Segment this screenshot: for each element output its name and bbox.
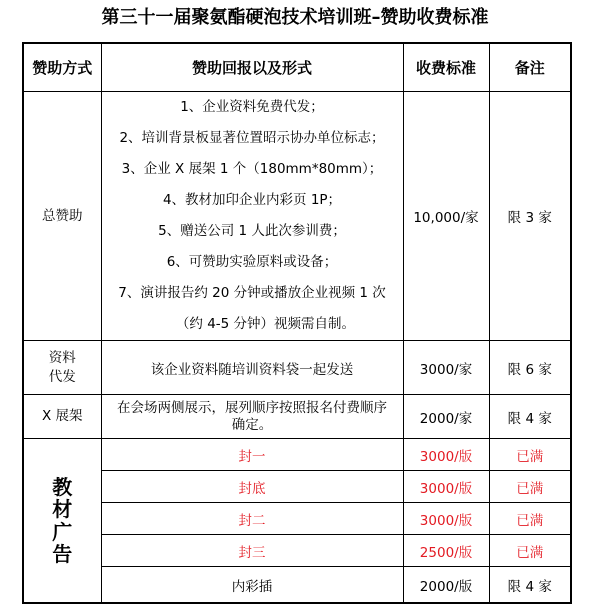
header-fee: 收费标准 [403, 43, 489, 92]
total-sponsor-fee: 10,000/家 [403, 92, 489, 341]
banner-benefit [101, 395, 403, 439]
ad-fee: 2000/版 [403, 567, 489, 604]
total-sponsor-type-label: 总赞助 [42, 207, 83, 224]
ad-position: 封三 [101, 535, 403, 567]
ad-position: 内彩插 [101, 567, 403, 604]
banner-fee: 2000/家 [403, 395, 489, 439]
benefit-item: 6、可赞助实验原料或设备； [166, 254, 338, 270]
total-sponsor-benefits [101, 92, 403, 341]
banner-type-label: X 展架 [41, 408, 83, 424]
ad-note: 已满 [489, 503, 571, 535]
materials-benefit: 该企业资料随培训资料袋一起发送 [101, 341, 403, 395]
header-note: 备注 [489, 43, 571, 92]
benefit-item: 2、培训背景板显著位置昭示协办单位标志； [119, 130, 385, 146]
banner-benefit-line: 确定。 [231, 416, 273, 433]
benefit-item: 7、演讲报告约 20 分钟或播放企业视频 1 次 [118, 285, 386, 301]
ad-position: 封一 [101, 439, 403, 471]
materials-type-line: 代发 [48, 368, 76, 385]
textbook-ads-type-char: 告 [52, 542, 73, 566]
ad-position: 封二 [101, 503, 403, 535]
table-header-row [23, 43, 571, 92]
benefit-item: 4、教材加印企业内彩页 1P； [162, 192, 342, 208]
materials-type-line: 资料 [48, 349, 76, 366]
textbook-ads-type [23, 439, 101, 604]
table-row-materials [23, 341, 571, 395]
materials-fee: 3000/家 [403, 341, 489, 395]
ad-note: 已满 [489, 471, 571, 503]
table-row-ad [23, 535, 571, 567]
table-row-banner [23, 395, 571, 439]
banner-type [23, 395, 101, 439]
banner-note: 限 4 家 [489, 395, 571, 439]
benefit-item: 1、企业资料免费代发； [180, 99, 324, 115]
total-sponsor-type [23, 92, 101, 341]
banner-benefit-line: 在会场两侧展示，展列顺序按照报名付费顺序 [117, 399, 387, 416]
total-sponsor-note: 限 3 家 [489, 92, 571, 341]
ad-fee: 3000/版 [403, 471, 489, 503]
ad-note: 限 4 家 [489, 567, 571, 604]
page-title: 第三十一届聚氨酯硬泡技术培训班–赞助收费标准 [101, 7, 489, 28]
benefit-item: 5、赠送公司 1 人此次参训费； [158, 223, 346, 239]
materials-type [23, 341, 101, 395]
materials-note: 限 6 家 [489, 341, 571, 395]
table-row-total-sponsor [23, 92, 571, 341]
ad-note: 已满 [489, 535, 571, 567]
ad-fee: 3000/版 [403, 503, 489, 535]
table-row-ad [23, 567, 571, 604]
table-row-ad [23, 439, 571, 471]
table-row-ad [23, 503, 571, 535]
benefit-item-continuation: （约 4-5 分钟）视频需自制。 [175, 316, 356, 332]
textbook-ads-type-char: 材 [52, 497, 73, 521]
benefit-item: 3、企业 X 展架 1 个（180mm*80mm）； [121, 161, 383, 177]
header-benefits: 赞助回报以及形式 [101, 43, 403, 92]
textbook-ads-type-char: 教 [52, 474, 73, 499]
table-row-ad [23, 471, 571, 503]
ad-note: 已满 [489, 439, 571, 471]
ad-position: 封底 [101, 471, 403, 503]
textbook-ads-type-char: 广 [52, 519, 73, 544]
sponsorship-fee-table [22, 42, 572, 604]
ad-fee: 2500/版 [403, 535, 489, 567]
header-sponsor-type: 赞助方式 [23, 43, 101, 92]
ad-fee: 3000/版 [403, 439, 489, 471]
